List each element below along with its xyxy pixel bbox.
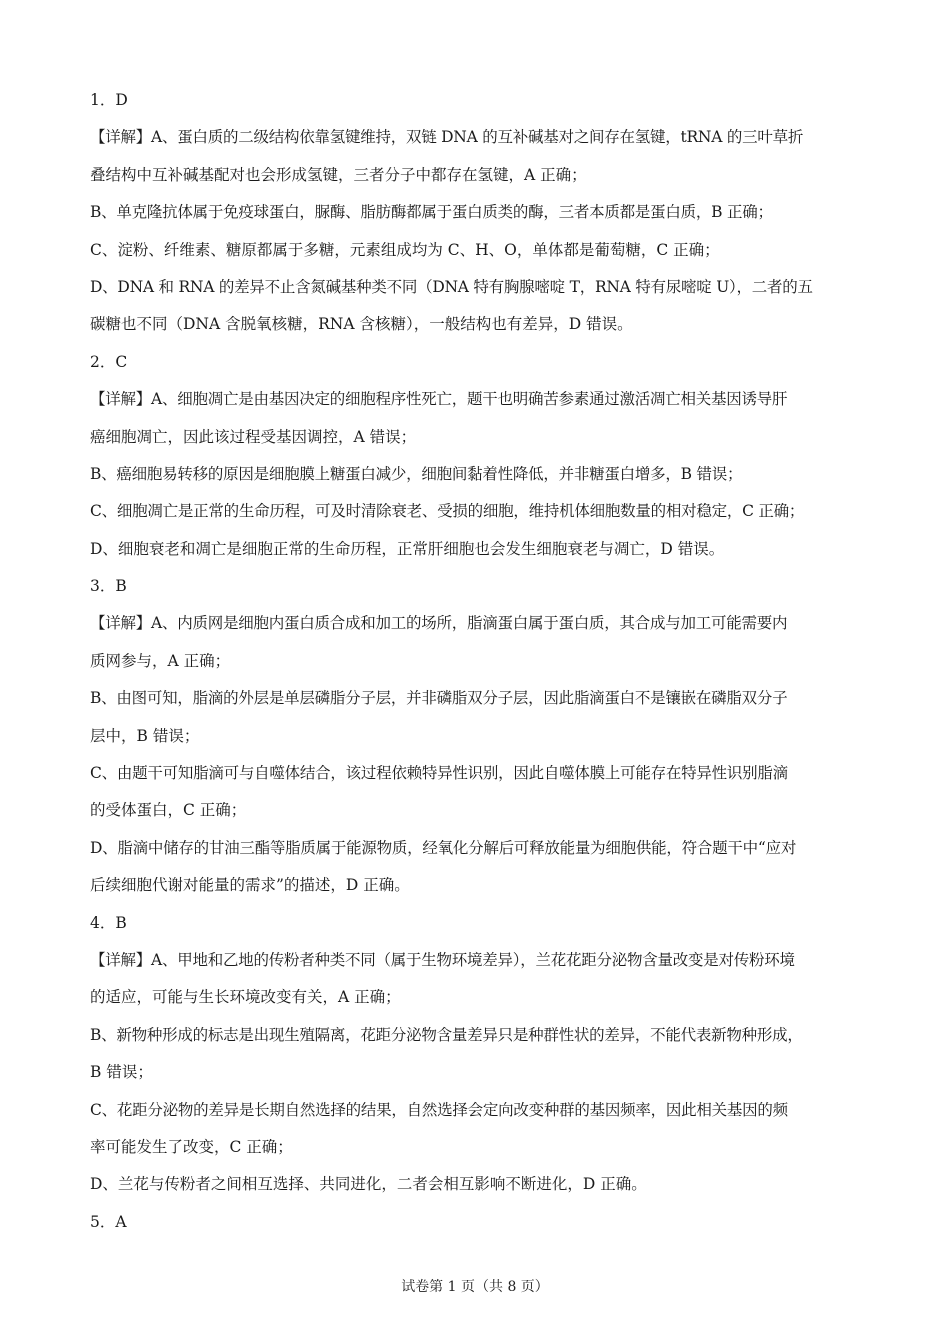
text-line: D、脂滴中储存的甘油三酯等脂质属于能源物质，经氧化分解后可释放能量为细胞供能，符合题干中“应对 [90,838,797,857]
text-line: 后续细胞代谢对能量的需求”的描述，D 正确。 [90,876,410,895]
text-line: 叠结构中互补碱基配对也会形成氢键，三者分子中都存在氢键，A 正确； [90,165,587,184]
text-line: C、由题干可知脂滴可与自噬体结合，该过程依赖特异性识别，因此自噬体膜上可能存在特异性识别脂滴 [90,764,788,783]
question-number: 5．A [90,1212,127,1231]
text-line: 【详解】A、蛋白质的二级结构依靠氢键维持，双链 DNA 的互补碱基对之间存在氢键，tRNA 的三叶草折 [90,128,804,147]
question-number: 4．B [90,913,127,932]
text-line: B、新物种形成的标志是出现生殖隔离，花距分泌物含量差异只是种群性状的差异，不能代表新物种形成， [90,1025,803,1044]
text-line: D、兰花与传粉者之间相互选择、共同进化，二者会相互影响不断进化，D 正确。 [90,1175,647,1194]
text-line: 【详解】A、内质网是细胞内蛋白质合成和加工的场所，脂滴蛋白属于蛋白质，其合成与加工可能需要内 [90,614,788,633]
text-line: 率可能发生了改变，C 正确； [90,1137,293,1156]
text-line: 的受体蛋白，C 正确； [90,801,247,820]
text-line: B、由图可知，脂滴的外层是单层磷脂分子层，并非磷脂双分子层，因此脂滴蛋白不是镶嵌在磷脂双分子 [90,689,788,708]
question-number: 1．D [90,91,128,109]
text-line: D、细胞衰老和凋亡是细胞正常的生命历程，正常肝细胞也会发生细胞衰老与凋亡，D 错误。 [90,539,725,558]
text-line: B 错误； [90,1063,153,1082]
text-line: C、细胞凋亡是正常的生命历程，可及时清除衰老、受损的细胞，维持机体细胞数量的相对稳定，C 正确； [90,502,805,521]
text-line: C、花距分泌物的差异是长期自然选择的结果，自然选择会定向改变种群的基因频率，因此相关基因的频 [90,1100,788,1119]
text-line: 层中，B 错误； [90,726,200,745]
question-number: 2．C [90,352,128,371]
text-line: C、淀粉、纤维素、糖原都属于多糖，元素组成均为 C、H、O，单体都是葡萄糖，C 正确； [90,240,720,259]
text-line: 【详解】A、细胞凋亡是由基因决定的细胞程序性死亡，题干也明确苦参素通过激活凋亡相关基因诱导肝 [90,390,788,409]
text-line: 【详解】A、甲地和乙地的传粉者种类不同（属于生物环境差异），兰花花距分泌物含量改变是对传粉环境 [90,950,795,969]
text-line: 的适应，可能与生长环境改变有关，A 正确； [90,988,401,1007]
question-number: 3．B [90,577,127,596]
text-line: B、癌细胞易转移的原因是细胞膜上糖蛋白减少，细胞间黏着性降低，并非糖蛋白增多，B 错误； [90,464,743,483]
page-footer: 试卷第 1 页（共 8 页） [401,1279,549,1295]
text-line: B、单克隆抗体属于免疫球蛋白，脲酶、脂肪酶都属于蛋白质类的酶，三者本质都是蛋白质，B 正确； [90,203,773,222]
answer-text-body [90,82,865,1241]
text-line: 癌细胞凋亡，因此该过程受基因调控，A 错误； [90,427,417,446]
text-line: 质网参与，A 正确； [90,651,231,670]
text-line: 碳糖也不同（DNA 含脱氧核糖，RNA 含核糖），一般结构也有差异，D 错误。 [90,315,633,334]
text-line: D、DNA 和 RNA 的差异不止含氮碱基种类不同（DNA 特有胸腺嘧啶 T，RNA 特有尿嘧啶 U），二者的五 [90,277,813,296]
